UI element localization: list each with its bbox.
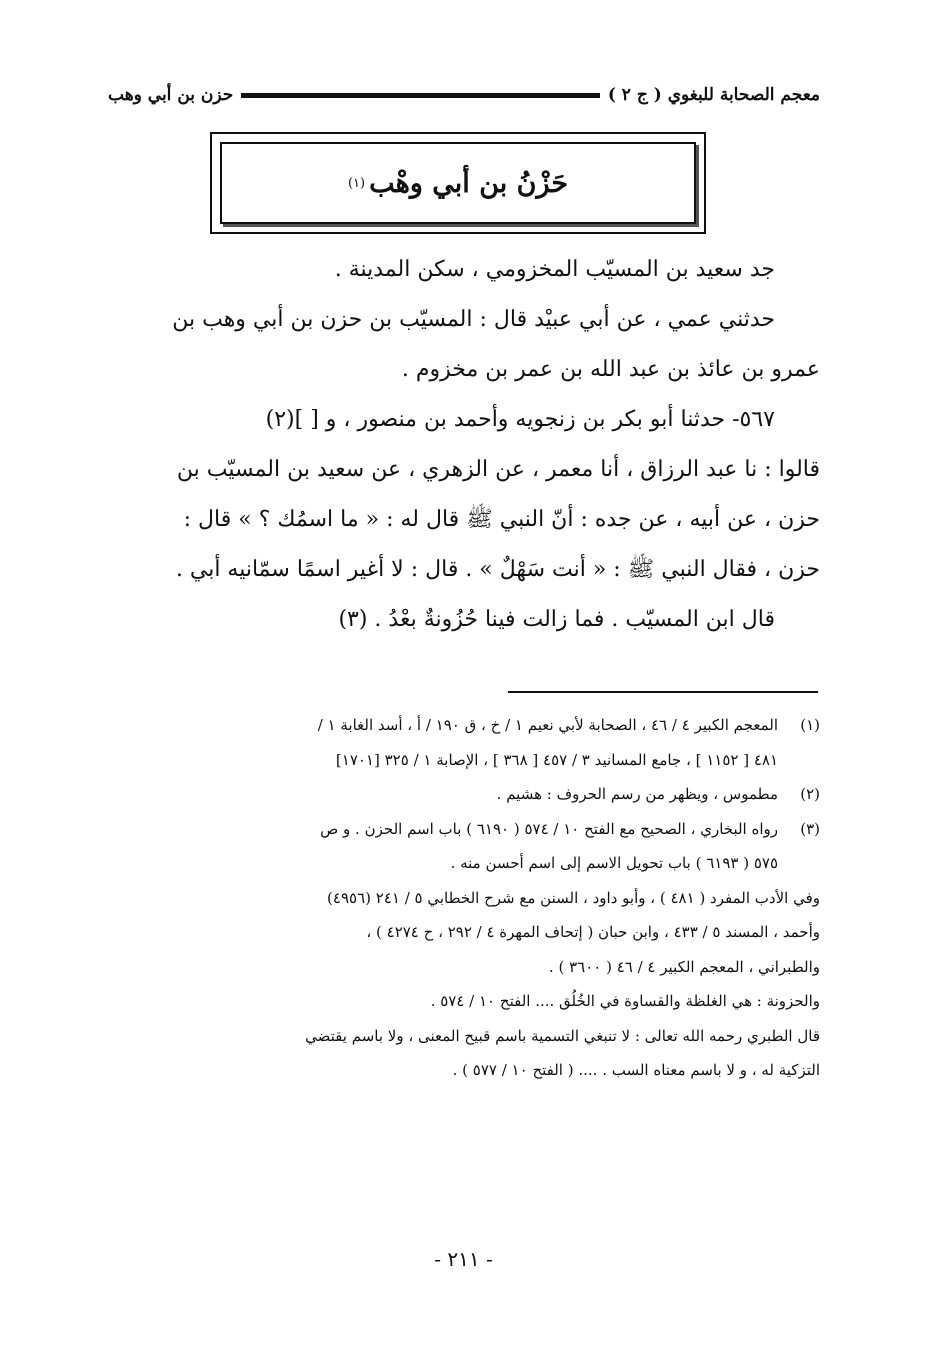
page-number: - ٢١١ - bbox=[434, 1247, 493, 1271]
header-rule bbox=[241, 93, 600, 98]
footnote-number: (٣) bbox=[800, 819, 820, 838]
footnote-text: مطموس ، ويظهر من رسم الحروف : هشيم . bbox=[496, 785, 778, 803]
footnote-3 bbox=[104, 812, 820, 847]
entry-body bbox=[106, 245, 820, 645]
body-line: حدثني عمي ، عن أبي عبيْد قال : المسيّب بن حزن بن أبي وهب بن bbox=[172, 307, 775, 332]
hadith-line: قالوا : نا عبد الرزاق ، أنا معمر ، عن الزهري ، عن سعيد بن المسيّب بن bbox=[176, 457, 820, 482]
entry-title-footnote-ref: (١) bbox=[347, 175, 366, 191]
body-line: عمرو بن عائذ بن عبد الله بن عمر بن مخزوم . bbox=[401, 357, 820, 382]
hadith-line: قال ابن المسيّب . فما زالت فينا حُزُونةٌ بعْدُ . (٣) bbox=[338, 607, 775, 632]
entry-title-frame-inner bbox=[220, 142, 696, 224]
entry-title: حَزْنُ بن أبي وهْب bbox=[369, 167, 569, 199]
footnote-text: المعجم الكبير ٤ / ٤٦ ، الصحابة لأبي نعيم ١ / خ ، ق ١٩٠ / أ ، أسد الغابة ١ / bbox=[317, 716, 778, 734]
footnote-text: ٥٧٥ ( ٦١٩٣ ) باب تحويل الاسم إلى اسم أحسن منه . bbox=[450, 854, 778, 872]
running-header bbox=[108, 78, 820, 112]
footnotes bbox=[104, 708, 820, 1088]
footnote-text: قال الطبري رحمه الله تعالى : لا تنبغي التسمية باسم قبيح المعنى ، ولا باسم يقتضي bbox=[305, 1026, 820, 1045]
footnote-text: والحزونة : هي الغلظة والقساوة في الخُلُق .... الفتح ١٠ / ٥٧٤ . bbox=[430, 992, 820, 1010]
footnote-text: التزكية له ، و لا باسم معناه السب . .... ( الفتح ١٠ / ٥٧٧ ) . bbox=[452, 1061, 820, 1079]
footnote-1 bbox=[104, 708, 820, 743]
entry-title-frame bbox=[210, 132, 706, 234]
footnote-text: والطبراني ، المعجم الكبير ٤ / ٤٦ ( ٣٦٠٠ ) . bbox=[548, 957, 820, 976]
entry-name-header: حزن بن أبي وهب bbox=[108, 85, 234, 105]
footnote-text: رواه البخاري ، الصحيح مع الفتح ١٠ / ٥٧٤ ( ٦١٩٠ ) باب اسم الحزن . و ص bbox=[320, 819, 778, 838]
footnote-2 bbox=[104, 777, 820, 812]
footnote-text: وأحمد ، المسند ٥ / ٤٣٣ ، وابن حبان ( إتحاف المهرة ٤ / ٢٩٢ ، ح ٤٢٧٤ ) ، bbox=[366, 923, 820, 941]
hadith-line: حزن ، فقال النبي ﷺ : « أنت سَهْلٌ » . قال : لا أغير اسمًا سمّانيه أبي . bbox=[175, 557, 820, 582]
footnote-number: (٢) bbox=[800, 785, 820, 803]
footnote-number: (١) bbox=[800, 716, 820, 734]
hadith-line: حزن ، عن أبيه ، عن جده : أنّ النبي ﷺ قال له : « ما اسمُك ؟ » قال : bbox=[183, 507, 820, 532]
footnote-text: وفي الأدب المفرد ( ٤٨١ ) ، وأبو داود ، السنن مع شرح الخطابي ٥ / ٢٤١ (٤٩٥٦) bbox=[327, 888, 820, 907]
footnote-text: ٤٨١ [ ١١٥٢ ] ، جامع المسانيد ٣ / ٤٥٧ [ ٣٦٨ ] ، الإصابة ١ / ٣٢٥ [١٧٠١] bbox=[335, 750, 778, 769]
body-line: جد سعيد بن المسيّب المخزومي ، سكن المدينة . bbox=[334, 257, 775, 282]
footnote-separator bbox=[508, 691, 818, 693]
book-title: معجم الصحابة للبغوي ( ج ٢ ) bbox=[607, 85, 820, 105]
hadith-line: ٥٦٧- حدثنا أبو بكر بن زنجويه وأحمد بن منصور ، و [ ](٢) bbox=[265, 407, 775, 432]
